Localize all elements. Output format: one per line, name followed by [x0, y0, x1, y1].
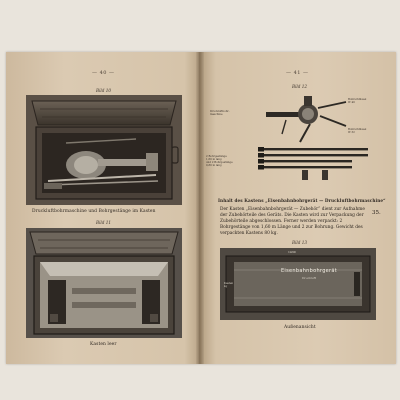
- case-title: Eisenbahnbohrgerät: [280, 268, 338, 274]
- book-spread: [0, 52, 400, 364]
- callout-drill: Druckluftbohr- maschine: [210, 110, 230, 116]
- figure-label: Bild 13: [292, 240, 308, 245]
- callout-wrench-32: Bohrschlüssel W 32: [348, 128, 367, 134]
- callout-rods: 2 Bohrgestänge 1,60 m lang und 2 Bohrgestänge 0,80 m lang: [206, 155, 233, 167]
- right-page: [200, 52, 396, 364]
- figure-label: Bild 12: [292, 84, 308, 89]
- book-gutter: [196, 52, 204, 364]
- page-number: — 41 —: [286, 70, 309, 76]
- tools-layout-photo: [222, 90, 378, 186]
- page-number: — 40 —: [92, 70, 115, 76]
- figure-label: Bild 10: [96, 88, 112, 93]
- photo-empty-case: [26, 228, 182, 338]
- photo-case-with-drill: [26, 95, 182, 205]
- margin-number: 35.: [372, 210, 381, 216]
- photo-closed-case: [220, 248, 376, 320]
- section-heading: Inhalt des Kastens „Eisenbahnbohrgerät — Druckluftbohrmaschine“: [218, 198, 386, 203]
- figure-caption: Außenansicht: [284, 325, 316, 330]
- figure-caption: Kasten leer: [90, 342, 117, 347]
- figure-caption: Druckluftbohrmaschine und Bohrgestänge im Kasten: [32, 209, 156, 214]
- side-mark: Kasten kg: [224, 282, 234, 288]
- callout-wrench-40: Bohrschlüssel W 40: [348, 98, 367, 104]
- body-paragraph: Der Kasten „Eisenbahnbohrgerät — Zubehör“ dient zur Aufnahme der Zubehörteile des Geräts. Die Kasten wird zur Verpackung der Zubehörteile abgeschlossen. Ferner werden verpackt: 2 Bohrgestänge von 1,60 m Länge und 2 zur Bohrung. Gewicht des verpackten Kastens 80 kg.: [220, 207, 365, 237]
- left-page: [6, 52, 200, 364]
- figure-label: Bild 11: [96, 220, 112, 225]
- case-subtitle: Druckluft: [302, 276, 316, 280]
- dimension-label: 1430: [288, 250, 296, 254]
